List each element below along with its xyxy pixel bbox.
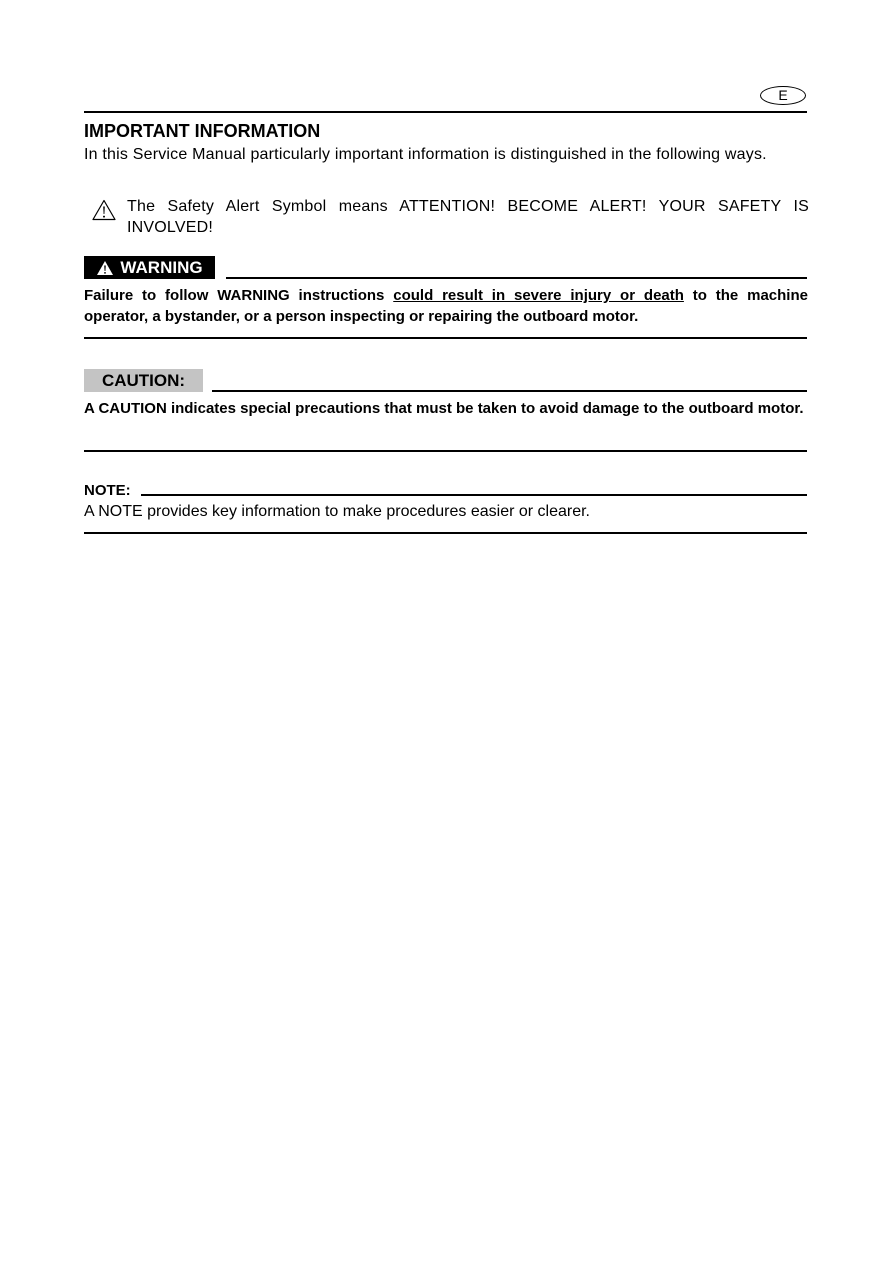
note-bottom-rule — [84, 532, 807, 534]
warning-triangle-icon — [96, 260, 114, 276]
warning-text-before: Failure to follow WARNING instructions — [84, 287, 394, 304]
warning-label-text: WARNING — [120, 258, 203, 277]
caution-label: CAUTION: — [84, 369, 203, 392]
warning-text-emphasis: could result in severe injury or death — [393, 287, 684, 304]
caution-rule — [212, 390, 807, 392]
caution-text: A CAUTION indicates special precautions that must be taken to avoid damage to the outboard motor. — [84, 400, 804, 417]
warning-label — [84, 256, 215, 279]
page-title: IMPORTANT INFORMATION — [84, 121, 321, 141]
warning-text-after: to the machine operator, a bystander, or a person inspecting or repairing the outboard motor. — [84, 287, 808, 325]
warning-rule — [226, 277, 807, 279]
language-badge: E — [760, 86, 806, 105]
header-rule — [84, 111, 807, 113]
intro-paragraph: In this Service Manual particularly important information is distinguished in the following ways. — [84, 146, 767, 163]
note-label: NOTE: — [84, 482, 131, 499]
caution-bottom-rule — [84, 450, 807, 452]
safety-alert-triangle-icon — [92, 199, 116, 221]
note-rule — [141, 494, 807, 496]
safety-alert-text: The Safety Alert Symbol means ATTENTION! BECOME ALERT! YOUR SAFETY IS INVOLVED! — [127, 198, 809, 236]
warning-bottom-rule — [84, 337, 807, 339]
note-text: A NOTE provides key information to make procedures easier or clearer. — [84, 503, 590, 520]
warning-text — [84, 285, 808, 327]
